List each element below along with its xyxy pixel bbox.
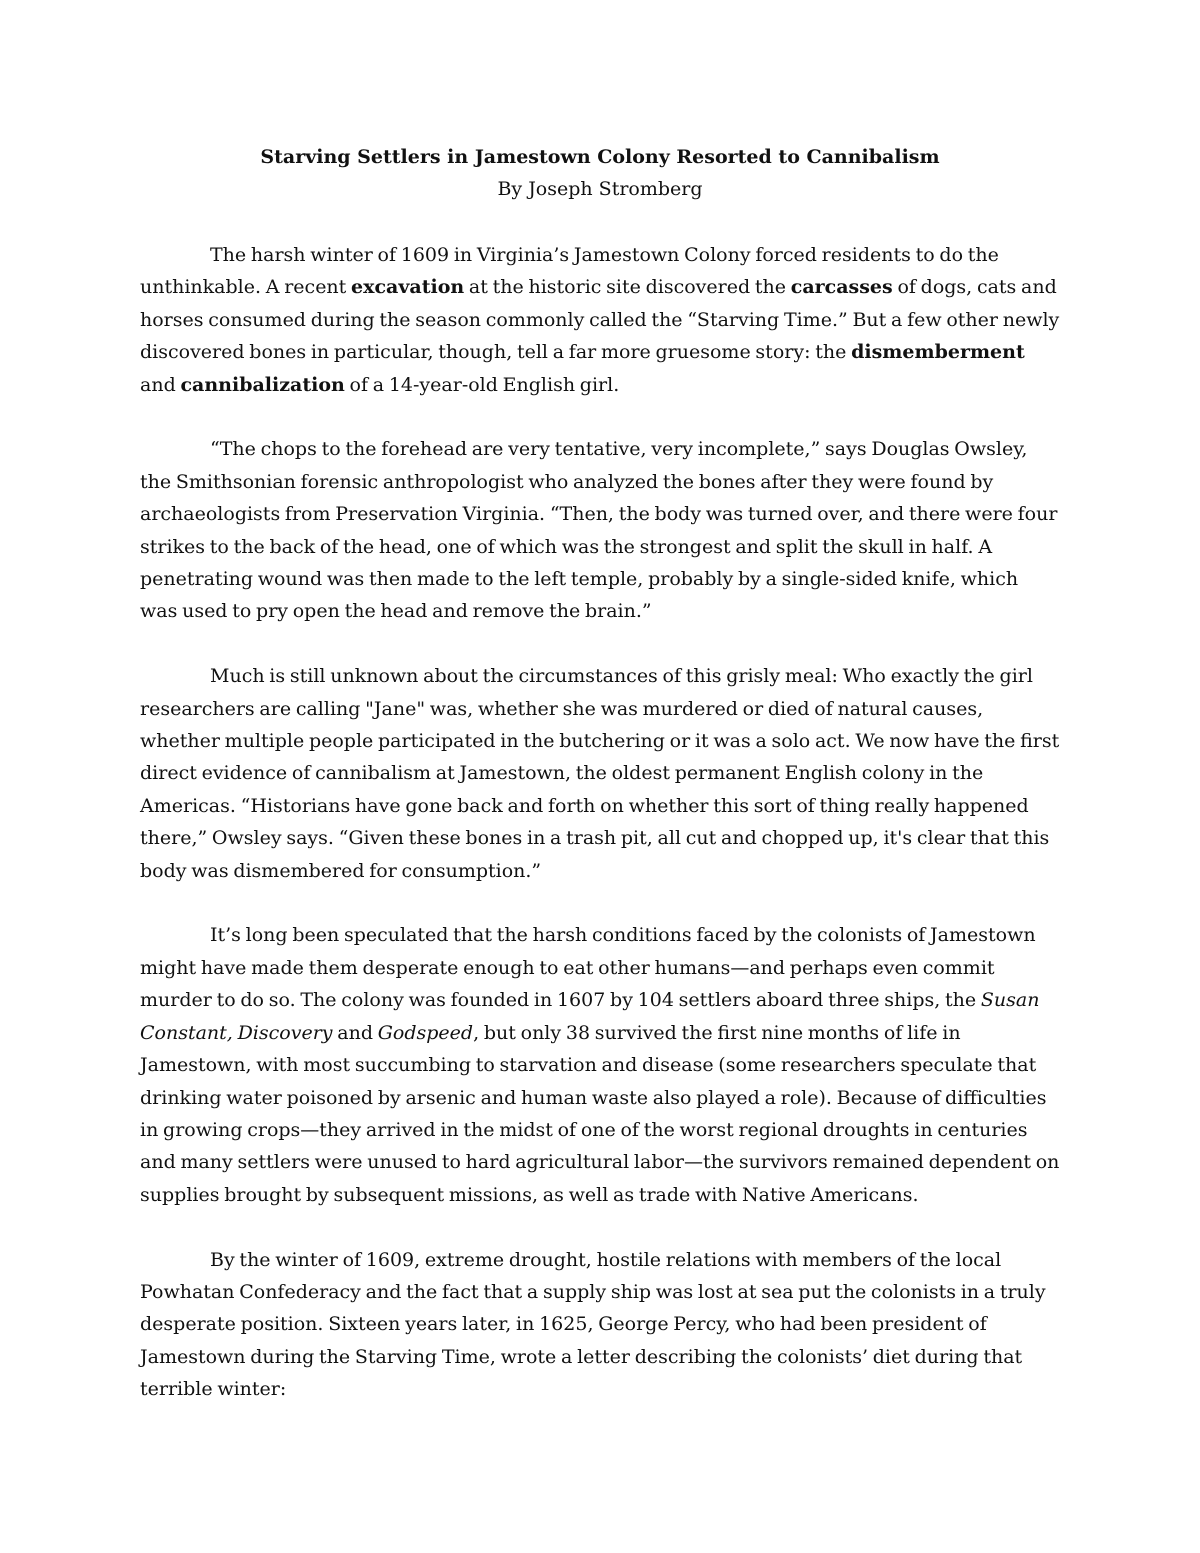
paragraph-3: Much is still unknown about the circumstances of this grisly meal: Who exactly the girl researchers are calling "Jane" was, whether she was murdered or died of natural causes, whether multiple people participated in the butchering or it was a solo act. We now have the first direct evidence of cannibalism at Jamestown, the oldest permanent English colony in the Americas. “Historians have gone back and forth on whether this sort of thing really happened there,” Owsley says. “Given these bones in a trash pit, all cut and chopped up, it's clear that this body was dismembered for consumption.” — [140, 665, 1060, 882]
paragraph-5: By the winter of 1609, extreme drought, hostile relations with members of the local Powhatan Confederacy and the fact that a supply ship was lost at sea put the colonists in a truly desperate position. Sixteen years later, in 1625, George Percy, who had been president of Jamestown during the Starving Time, wrote a letter describing the colonists’ diet during that terrible winter: — [140, 1248, 1046, 1401]
term-cannibalization: cannibalization — [180, 373, 345, 396]
paragraph-text: and — [332, 1021, 378, 1044]
document-title: Starving Settlers in Jamestown Colony Resorted to Cannibalism — [260, 146, 940, 168]
ship-names: Susan Constant, Discovery — [140, 989, 1040, 1044]
article-body — [140, 239, 1060, 1438]
paragraph-1 — [140, 239, 1060, 401]
paragraph-text: and — [140, 373, 181, 396]
term-carcasses: carcasses — [790, 276, 893, 299]
paragraph-text: of dogs, cats and horses consumed during the season commonly called the “Starving Time.” But a few other newly discovered bones in particular, though, tell a far more gruesome story: the — [140, 276, 1060, 364]
paragraph-text: The harsh winter of 1609 in Virginia’s Jamestown Colony forced residents to do the unthinkable. A recent — [140, 244, 999, 299]
paragraph-4 — [140, 919, 1060, 1211]
paragraph-text: of a 14-year-old English girl. — [344, 373, 620, 396]
term-dismemberment: dismemberment — [851, 341, 1025, 364]
paragraph-2: “The chops to the forehead are very tentative, very incomplete,” says Douglas Owsley, the Smithsonian forensic anthropologist who analyzed the bones after they were found by archaeologists from Preservation Virginia. “Then, the body was turned over, and there were four strikes to the back of the head, one of which was the strongest and split the skull in half. A penetrating wound was then made to the left temple, probably by a single-sided knife, which was used to pry open the head and remove the brain.” — [140, 438, 1058, 623]
paragraph-text: It’s long been speculated that the harsh conditions faced by the colonists of Jamestown might have made them desperate enough to eat other humans—and perhaps even commit murder to do so. The colony was founded in 1607 by 104 settlers aboard three ships, the — [140, 924, 1036, 1012]
term-excavation: excavation — [351, 276, 465, 299]
paragraph-text: at the historic site discovered the — [464, 276, 791, 299]
paragraph-text: , but only 38 survived the first nine months of life in Jamestown, with most succumbing to starvation and disease (some researchers speculate that drinking water poisoned by arsenic and human waste also played a role). Because of difficulties in growing crops—they arrived in the midst of one of the worst regional droughts in centuries and many settlers were unused to hard agricultural labor—the survivors remained dependent on supplies brought by subsequent missions, as well as trade with Native Americans. — [140, 1021, 1060, 1206]
author-byline: By Joseph Stromberg — [497, 178, 703, 200]
ship-name-godspeed: Godspeed — [377, 1021, 474, 1044]
